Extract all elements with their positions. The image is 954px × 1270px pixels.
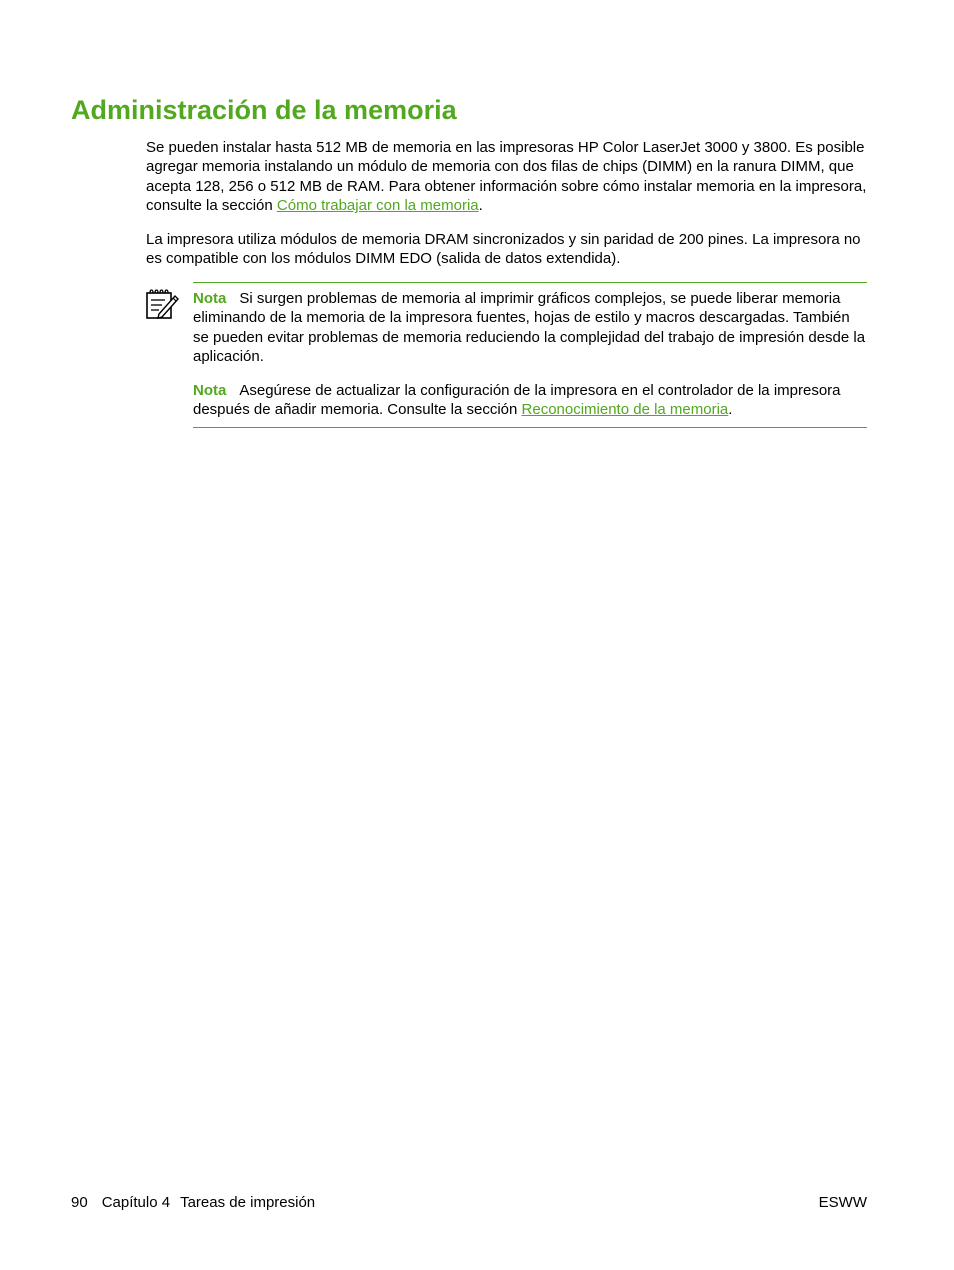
chapter-label: Capítulo 4: [101, 1194, 171, 1211]
link-memory-recognition[interactable]: Reconocimiento de la memoria: [521, 401, 729, 419]
note-text: Asegúrese de actualizar la configuración de la impresora en el controlador de la impresora después de añadir memoria. Consulte la sección: [193, 382, 841, 419]
note-memory-problems: [193, 289, 869, 367]
note-label: Nota: [193, 382, 227, 399]
note-pad-icon: [145, 287, 179, 321]
page-title: Administración de la memoria: [71, 95, 457, 125]
note-text-end: .: [728, 401, 733, 419]
footer-left: [71, 1193, 329, 1212]
note-text: Si surgen problemas de memoria al imprimir gráficos complejos, se puede liberar memoria eliminando de la memoria de la impresora fuentes, hojas de estilo y macros descargadas. También se pueden evitar problemas de memoria reduciendo la complejidad del trabajo de impresión desde la aplicación.: [193, 290, 866, 366]
paragraph-text: Se pueden instalar hasta 512 MB de memoria en las impresoras HP Color LaserJet 3000 y 3800. Es posible agregar memoria instalando un módulo de memoria con dos filas de chips (DIMM) en la ranura DIMM, que acepta 128, 256 o 512 MB de RAM. Para obtener información sobre cómo instalar memoria en la impresora, consulte la sección: [146, 139, 867, 215]
paragraph-memory-install: [146, 138, 870, 216]
paragraph-text-end: .: [478, 197, 483, 215]
paragraph-dram-modules: La impresora utiliza módulos de memoria DRAM sincronizados y sin paridad de 200 pines. La impresora no es compatible con los módulos DIMM EDO (salida de datos extendida).: [146, 231, 861, 268]
link-memory-work[interactable]: Cómo trabajar con la memoria: [276, 197, 479, 215]
note-label: Nota: [193, 290, 227, 307]
page-number: 90: [71, 1194, 88, 1211]
note-update-config: [193, 381, 869, 420]
footer-right-label: ESWW: [818, 1194, 867, 1211]
chapter-title: Tareas de impresión: [180, 1194, 316, 1211]
